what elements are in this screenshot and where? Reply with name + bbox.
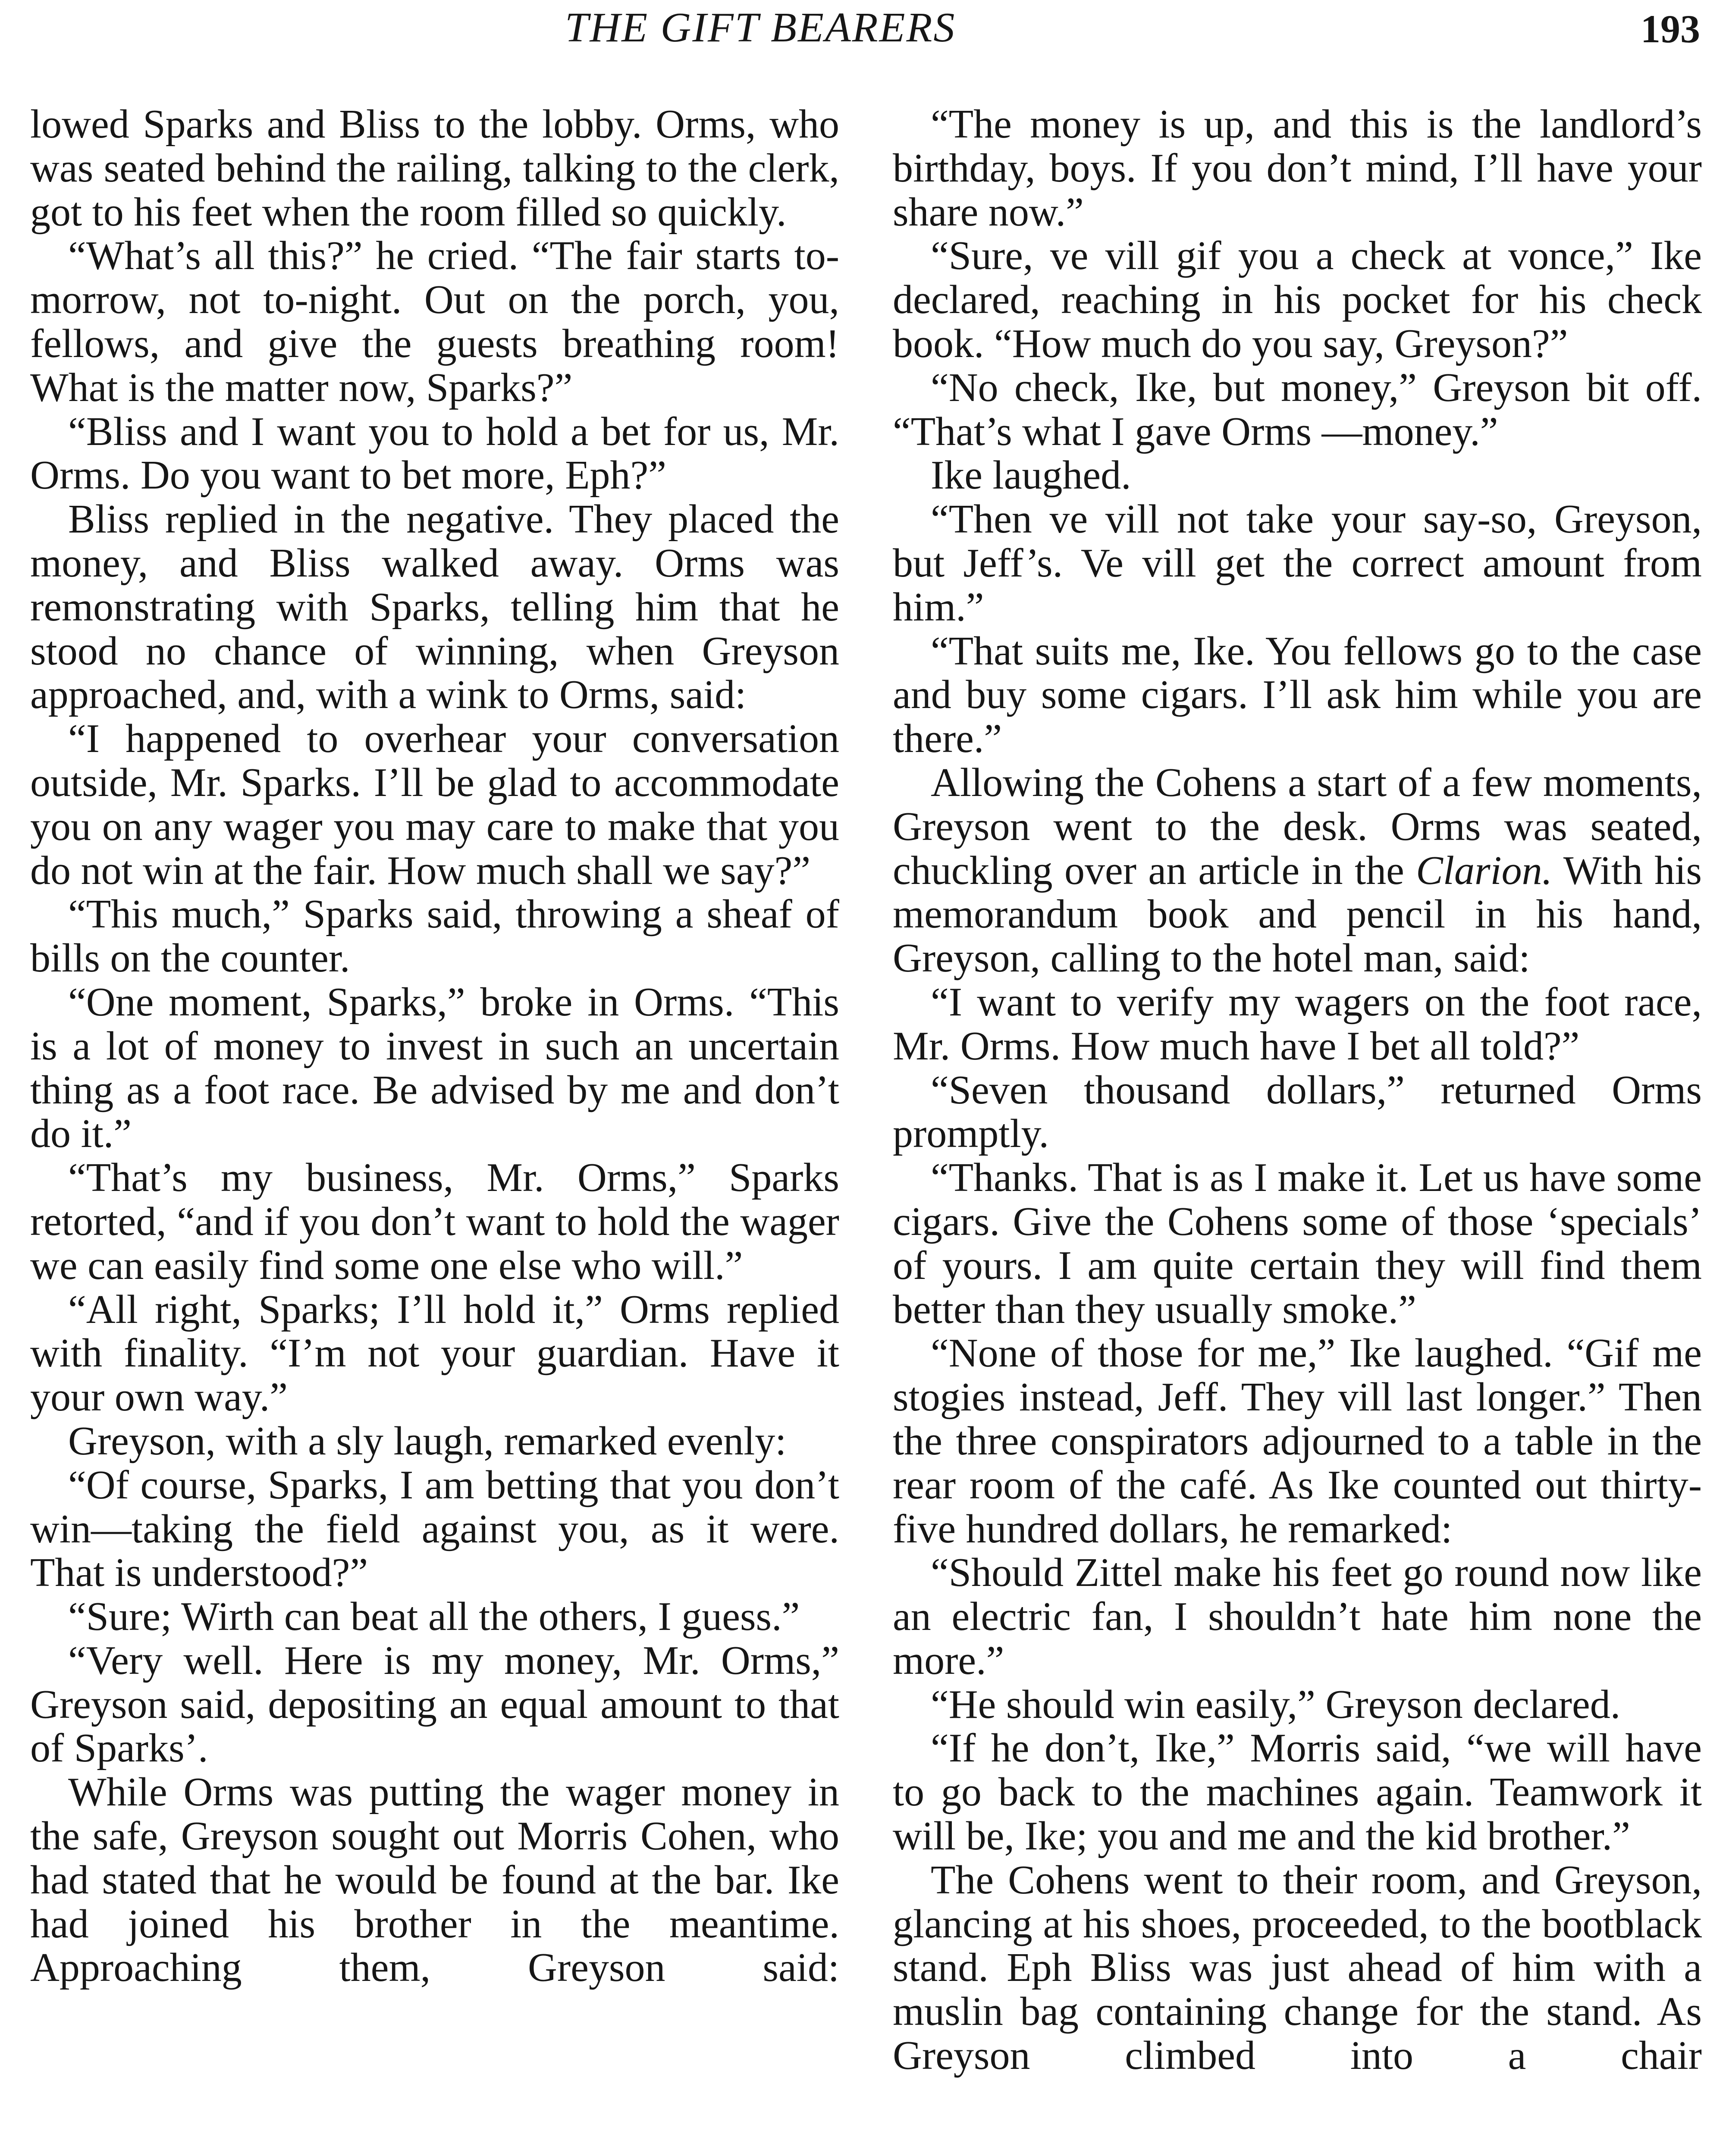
left-column xyxy=(30,103,839,2156)
right-column xyxy=(893,103,1702,2156)
page-number: 193 xyxy=(1641,7,1700,51)
paragraph: “I happened to overhear your conversation outside, Mr. Sparks. I’ll be glad to accommodate you on any wager you may care to make that you do not win at the fair. How much shall we say?” xyxy=(30,716,839,893)
paragraph: lowed Sparks and Bliss to the lobby. Orms, who was seated behind the railing, talking to the clerk, got to his feet when the room filled so quickly. xyxy=(30,102,839,235)
paragraph: “No check, Ike, but money,” Greyson bit off. “That’s what I gave Orms —money.” xyxy=(893,365,1702,454)
paragraph: While Orms was putting the wager money in the safe, Greyson sought out Morris Cohen, who had stated that he would be found at the bar. Ike had joined his brother in the meantime. Approaching them, Greyson said: xyxy=(30,1770,839,1990)
paragraph: Bliss replied in the negative. They placed the money, and Bliss walked away. Orms was remonstrating with Sparks, telling him that he stood no chance of winning, when Greyson approached, and, with a wink to Orms, said: xyxy=(30,497,839,718)
paragraph: “I want to verify my wagers on the foot race, Mr. Orms. How much have I bet all told?” xyxy=(893,979,1702,1069)
paragraph: “Thanks. That is as I make it. Let us have some cigars. Give the Cohens some of those ‘specials’ of yours. I am quite certain they will find them better than they usually smoke.” xyxy=(893,1155,1702,1332)
paragraph: “That’s my business, Mr. Orms,” Sparks retorted, “and if you don’t want to hold the wager we can easily find some one else who will.” xyxy=(30,1155,839,1288)
paragraph: Greyson, with a sly laugh, remarked evenly: xyxy=(68,1418,787,1463)
paragraph: The Cohens went to their room, and Greyson, glancing at his shoes, proceeded, to the bootblack stand. Eph Bliss was just ahead of him with a muslin bag containing change for the stand. As Greyson climbed into a chair xyxy=(893,1857,1702,2078)
paragraph: “Very well. Here is my money, Mr. Orms,” Greyson said, depositing an equal amount to that of Sparks’. xyxy=(30,1638,839,1771)
paragraph: “All right, Sparks; I’ll hold it,” Orms replied with finality. “I’m not your guardian. Have it your own way.” xyxy=(30,1287,839,1420)
paragraph: “Sure, ve vill gif you a check at vonce,” Ike declared, reaching in his pocket for his check book. “How much do you say, Greyson?” xyxy=(893,233,1702,366)
paragraph: Ike laughed. xyxy=(931,453,1131,498)
paragraph: Allowing the Cohens a start of a few moments, Greyson went to the desk. Orms was seated, chuckling over an article in the Clarion. With his memorandum book and pencil in his hand, Greyson, calling to the hotel man, said: xyxy=(893,760,1702,981)
paragraph: “Sure; Wirth can beat all the others, I guess.” xyxy=(68,1594,800,1639)
paragraph: “None of those for me,” Ike laughed. “Gif me stogies instead, Jeff. They vill last longer.” Then the three conspirators adjourned to a table in the rear room of the café. As Ike counted out thirty-five hundred dollars, he remarked: xyxy=(893,1331,1702,1551)
paragraph: “Bliss and I want you to hold a bet for us, Mr. Orms. Do you want to bet more, Eph?” xyxy=(30,409,839,498)
paragraph: “Should Zittel make his feet go round now like an electric fan, I shouldn’t hate him none the more.” xyxy=(893,1550,1702,1683)
running-title: THE GIFT BEARERS xyxy=(565,4,956,51)
paragraph: “He should win easily,” Greyson declared. xyxy=(931,1682,1621,1727)
paragraph: “The money is up, and this is the landlord’s birthday, boys. If you don’t mind, I’ll have your share now.” xyxy=(893,102,1702,235)
paragraph: “One moment, Sparks,” broke in Orms. “This is a lot of money to invest in such an uncertain thing as a foot race. Be advised by me and don’t do it.” xyxy=(30,979,839,1156)
page-header xyxy=(0,3,1726,64)
paragraph: “Of course, Sparks, I am betting that you don’t win—taking the field against you, as it were. That is understood?” xyxy=(30,1462,839,1595)
italic-title: Clarion. xyxy=(1416,848,1553,893)
paragraph: “Seven thousand dollars,” returned Orms promptly. xyxy=(893,1067,1702,1156)
paragraph: “That suits me, Ike. You fellows go to the case and buy some cigars. I’ll ask him while you are there.” xyxy=(893,628,1702,761)
paragraph: “Then ve vill not take your say-so, Greyson, but Jeff’s. Ve vill get the correct amount from him.” xyxy=(893,497,1702,630)
paragraph: “This much,” Sparks said, throwing a sheaf of bills on the counter. xyxy=(30,892,839,981)
paragraph: “If he don’t, Ike,” Morris said, “we will have to go back to the machines again. Teamwork it will be, Ike; you and me and the kid brother.” xyxy=(893,1726,1702,1859)
paragraph: “What’s all this?” he cried. “The fair starts to-morrow, not to-night. Out on the porch, you, fellows, and give the guests breathing room! What is the matter now, Sparks?” xyxy=(30,233,839,410)
